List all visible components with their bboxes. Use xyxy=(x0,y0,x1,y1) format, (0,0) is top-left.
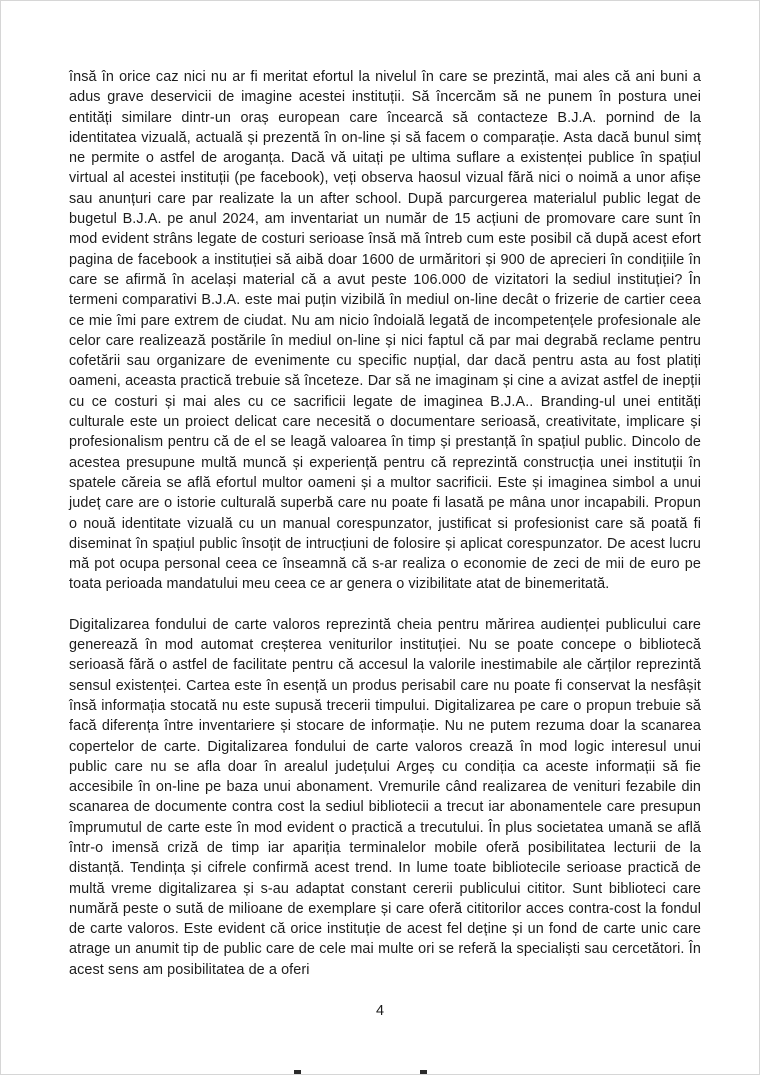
paragraph-1: însă în orice caz nici nu ar fi meritat efortul la nivelul în care se prezintă, mai ales că ani buni a adus grave deservicii de imagine acestei instituții. Să încercăm să ne punem în postura unei entități similare dintr-un oraș european care încearcă să contacteze B.J.A. pornind de la identitatea vizuală, actuală și prezentă în on-line și să facem o comparație. Asta dacă bunul simț ne permite o astfel de aroganța. Dacă vă uitați pe ultima suflare a existenței publice în spațiul virtual al acestei instituții (pe facebook), veți observa haosul vizual fără nici o noimă a unor afișe sau anunțuri care par realizate la un after school. După parcurgerea materialul public legat de bugetul B.J.A. pe anul 2024, am inventariat un număr de 15 acțiuni de promovare care sunt în mod evident strâns legate de costuri serioase însă mă întreb cum este posibil că după acest efort pagina de facebook a instituției să aibă doar 1600 de urmăritori și 900 de aprecieri în condițiile în care se afirmă în același material că a avut peste 106.000 de vizitatori la sediul instituției? În termeni comparativi B.J.A. este mai puțin vizibilă în mediul on-line decât o frizerie de cartier ceea ce mie îmi pare extrem de ciudat. Nu am nicio îndoială legată de incompetențele profesionale ale celor care realizează postările în mediul on-line și nici faptul că par mai degrabă reclame pentru cofetării sau organizare de evenimente cu specific nupțial, dar dacă pentru asta au fost platiți oameni, aceasta practică trebuie să înceteze. Dar să ne imaginam și cine a avizat astfel de inepții cu ce costuri și mai ales cu ce sacrificii legate de imaginea B.J.A.. Branding-ul unei entități culturale este un proiect delicat care necesită o documentare serioasă, creativitate, implicare și profesionalism pentru că de el se leagă valoarea în timp și prestanță în spațiul public. Dincolo de acestea presupune multă muncă și experiență pentru că reprezintă construcția unei instituții în spatele căreia se află efortul multor oameni și a multor sacrificii. Este și imaginea simbol a unui județ care are o istorie culturală superbă care nu poate fi lasată pe mâna unor incapabili. Propun o nouă identitate vizuală cu un manual corespunzator, justificat si profesionist care să poată fi diseminat în spațiul public însoțit de intrucțiuni de folosire și aplicat corespunzator. De acest lucru mă pot ocupa personal ceea ce înseamnă că s-ar realiza o economie de zeci de mii de euro pe toata perioada mandatului meu ceea ce ar genera o vizibilitate atat de binemeritată. xyxy=(69,69,701,593)
page-text-block xyxy=(69,67,701,1000)
next-page-peek-mark xyxy=(420,1070,427,1074)
page-number: 4 xyxy=(375,1003,384,1019)
next-page-peek-mark xyxy=(294,1070,301,1074)
paragraph-2: Digitalizarea fondului de carte valoros reprezintă cheia pentru mărirea audienței publicului care generează în mod automat creșterea veniturilor instituției. Nu se poate concepe o bibliotecă serioasă fără o astfel de facilitate pentru că accesul la valorile inestimabile ale cărților reprezintă sensul existenței. Cartea este în esență un produs perisabil care nu poate fi conservat la nesfâșit însă informația stocată nu este supusă trecerii timpului. Digitalizarea pe care o propun trebuie să facă diferența între inventariere și stocare de informație. Nu ne putem rezuma doar la scanarea copertelor de carte. Digitalizarea fondului de carte valoros crează în mod logic interesul unui public care nu se afla doar în arealul județului Argeș cu condiția ca aceste informații să fie accesibile în on-line pe baza unui abonament. Vremurile când realizarea de venituri fezabile din scanarea de documente contra cost la sediul bibliotecii a trecut iar abonamentele care presupun împrumutul de carte este în mod evident o practică a trecutului. În plus societatea umană se află într-o imensă criză de timp iar apariția terminalelor mobile oferă posibilitatea lecturii de la distanță. Tendința și cifrele confirmă acest trend. In lume toate bibliotecile serioase practică de multă vreme digitalizarea și s-au adaptat constant cererii publicului cititor. Sunt biblioteci care numără peste o sută de milioane de exemplare și care oferă cititorilor acces contra-cost la fondul de carte valoros. Este evident că orice instituție de acest fel deține și un fond de carte unic care atrage un anumit tip de public care de cele mai multe ori se referă la specialiști sau cercetători. În acest sens am posibilitatea de a oferi xyxy=(69,616,701,978)
